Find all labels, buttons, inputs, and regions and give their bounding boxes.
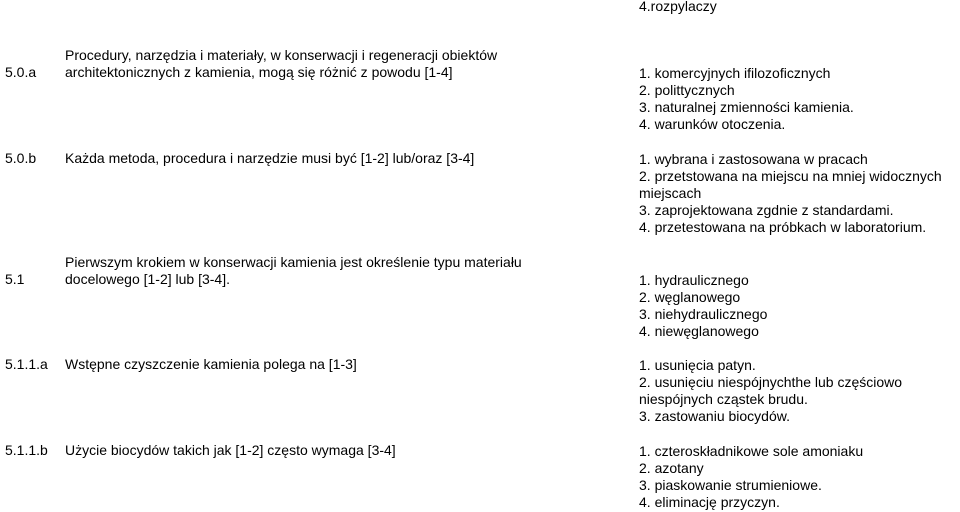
question-5-1-answer-1: 1. hydraulicznego bbox=[639, 272, 749, 288]
question-5-1-1-a-number: 5.1.1.a bbox=[5, 356, 48, 372]
question-5-1-1-a-text-line-1: Wstępne czyszczenie kamienia polega na [1-3] bbox=[65, 356, 357, 372]
question-5-1-1-a-answer-3: 3. zastowaniu biocydów. bbox=[639, 408, 790, 424]
question-5-0-b-answer-3: 3. zaprojektowana zgdnie z standardami. bbox=[639, 202, 894, 218]
question-5-1-1-b-answer-2: 2. azotany bbox=[639, 460, 704, 476]
question-5-0-a-answer-3: 3. naturalnej zmienności kamienia. bbox=[639, 99, 854, 115]
question-5-1-1-a-answer-2: 2. usunięciu niespójnychthe lub częściowo bbox=[639, 374, 903, 390]
question-5-1-1-b-number: 5.1.1.b bbox=[5, 442, 48, 458]
question-5-1-1-b-answer-4: 4. eliminację przyczyn. bbox=[639, 494, 780, 510]
question-5-0-a-answer-4: 4. warunków otoczenia. bbox=[639, 116, 786, 132]
question-5-1-number: 5.1 bbox=[5, 271, 25, 287]
question-5-0-b-answer-4: 4. przetestowana na próbkach w laboratorium. bbox=[639, 219, 927, 235]
question-5-0-b-answer-2-cont: miejscach bbox=[639, 185, 702, 201]
question-5-1-1-b-answer-1: 1. czteroskładnikowe sole amoniaku bbox=[639, 443, 864, 459]
question-5-1-1-a-answer-1: 1. usunięcia patyn. bbox=[639, 357, 756, 373]
top-answer-line: 4.rozpylaczy bbox=[639, 0, 717, 14]
question-5-0-a-number: 5.0.a bbox=[5, 64, 37, 80]
question-5-0-b-number: 5.0.b bbox=[5, 150, 37, 166]
question-5-0-a-answer-2: 2. polittycznych bbox=[639, 82, 735, 98]
question-5-0-b-text-line-1: Każda metoda, procedura i narzędzie musi być [1-2] lub/oraz [3-4] bbox=[65, 150, 475, 166]
question-5-0-b-answer-2: 2. przetstowana na miejscu na mniej widocznych bbox=[639, 168, 942, 184]
question-5-1-answer-4: 4. niewęglanowego bbox=[639, 323, 759, 339]
question-5-1-1-b-text-line-1: Użycie biocydów takich jak [1-2] często wymaga [3-4] bbox=[65, 442, 396, 458]
question-5-1-answer-3: 3. niehydraulicznego bbox=[639, 306, 768, 322]
question-5-0-b-answer-1: 1. wybrana i zastosowana w pracach bbox=[639, 151, 868, 167]
question-5-0-a-text-line-1: Procedury, narzędzia i materiały, w konserwacji i regeneracji obiektów bbox=[65, 47, 498, 63]
question-5-1-1-b-answer-3: 3. piaskowanie strumieniowe. bbox=[639, 477, 822, 493]
question-5-0-a-answer-1: 1. komercyjnych ifilozoficznych bbox=[639, 65, 831, 81]
question-5-0-a-text-line-2: architektonicznych z kamienia, mogą się różnić z powodu [1-4] bbox=[65, 64, 453, 80]
question-5-1-answer-2: 2. węglanowego bbox=[639, 289, 741, 305]
question-5-1-text-line-1: Pierwszym krokiem w konserwacji kamienia jest określenie typu materiału bbox=[65, 254, 522, 270]
question-5-1-1-a-answer-2-cont: niespójnych cząstek brudu. bbox=[639, 391, 808, 407]
question-5-1-text-line-2: docelowego [1-2] lub [3-4]. bbox=[65, 271, 230, 287]
